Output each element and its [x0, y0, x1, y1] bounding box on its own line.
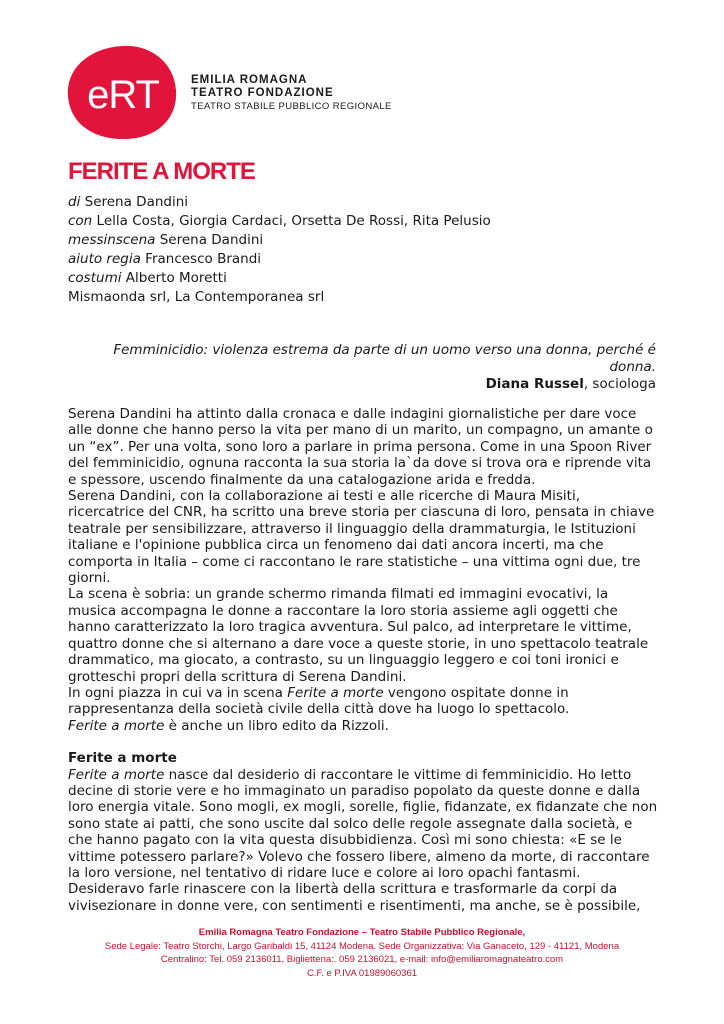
credit-line: con Lella Costa, Giorgia Cardaci, Orsetta De Rossi, Rita Pelusio: [68, 213, 491, 229]
page-footer: [0, 926, 724, 980]
credit-line: messinscena Serena Dandini: [68, 232, 264, 248]
quote-attribution: [100, 376, 656, 393]
organization-name: [191, 74, 392, 113]
footer-line-3: Centralino: Tel. 059 2136011, Biglietteria:. 059 2136021, e-mail: info@emiliaromagnateatro.com: [160, 954, 564, 965]
credit-line: Mismaonda srl, La Contemporanea srl: [68, 289, 325, 305]
article-body: [68, 406, 658, 914]
quote-author-role: , sociologa: [583, 376, 656, 392]
org-line-2: TEATRO FONDAZIONE: [191, 87, 334, 99]
credit-line: aiuto regia Francesco Brandi: [68, 251, 262, 267]
footer-line-1: Emilia Romagna Teatro Fondazione – Teatro Stabile Pubblico Regionale,: [198, 927, 526, 938]
section-heading: Ferite a morte: [68, 750, 177, 767]
ert-logo: [66, 44, 178, 140]
paragraph: Ferite a morte è anche un libro edito da Rizzoli.: [68, 717, 389, 734]
quote-line-2: donna.: [609, 359, 656, 375]
logo-text: eRT: [87, 73, 159, 117]
credits: [68, 193, 491, 307]
paragraph: Serena Dandini ha attinto dalla cronaca e dalle indagini giornalistiche per dare voce alle donne che hanno perso la vita per mano di un marito, un compagno, un amante o un “ex”. Per una volta, sono loro a parlare in prima persona. Come in una Spoon River del femminicidio, ognuna racconta la sua storia la`da dove si trova ora e riprende vita e spessore, uscendo finalmente da una catalogazione arida e fredda.: [68, 406, 653, 488]
quote-author: Diana Russel: [485, 376, 584, 392]
paragraph: La scena è sobria: un grande schermo rimanda filmati ed immagini evocativi, la musica accompagna le donne a raccontare la loro storia assieme agli oggetti che hanno caratterizzato la loro tragica avventura. Sul palco, ad interpretare le vittime, quattro donne che si alternano a dare voce a queste storie, in uno spettacolo teatrale drammatico, ma giocato, a contrasto, su un linguaggio leggero e coi toni ironici e grotteschi propri della scrittura di Serena Dandini.: [68, 586, 649, 685]
footer-line-4: C.F. e P.IVA 01989060361: [306, 967, 418, 979]
paragraph: Serena Dandini, con la collaborazione ai testi e alle ricerche di Maura Misiti, ricercatrice del CNR, ha scritto una breve storia per ciascuna di loro, pensata in chiave teatrale per sensibilizzare, attraverso il linguaggio della drammaturgia, le Istituzioni italiane e l'opinione pubblica circa un fenomeno dai dati ancora incerti, ma che comporta in Italia – come ci raccontano le rare statistiche – una vittima ogni due, tre giorni.: [68, 488, 655, 587]
paragraph: Ferite a morte nasce dal desiderio di raccontare le vittime di femminicidio. Ho letto decine di storie vere e ho immaginato un paradiso popolato da queste donne e dalla loro energia vitale. Sono mogli, ex mogli, sorelle, figlie, fidanzate, ex fidanzate che non sono state ai patti, che sono uscite dal solco delle regole assegnate dalla società, e che hanno pagato con la vita questa disubbidienza. Così mi sono chiesta: «E se le vittime potessero parlare?» Volevo che fossero libere, almeno da morte, di raccontare la loro versione, nel tentativo di ridare luce e colore ai loro opachi fantasmi. Desideravo farle rinascere con la libertà della scrittura e trasformarle da corpi da vivisezionare in donne vere, con sentimenti e risentimenti, ma anche, se è possibile,: [68, 766, 658, 914]
org-line-3: TEATRO STABILE PUBBLICO REGIONALE: [191, 101, 392, 112]
page-title: FERITE A MORTE: [68, 158, 255, 185]
credit-line: costumi Alberto Moretti: [68, 270, 227, 286]
org-line-1: EMILIA ROMAGNA: [191, 74, 308, 86]
footer-line-2: Sede Legale: Teatro Storchi, Largo Garibaldi 15, 41124 Modena. Sede Organizzativa: Via Ganaceto, 129 - 41121, Modena: [104, 940, 620, 952]
quote-line-1: Femminicidio: violenza estrema da parte di un uomo verso una donna, perché é: [113, 342, 656, 358]
epigraph-quote: [100, 342, 656, 393]
paragraph: In ogni piazza in cui va in scena Ferite a morte vengono ospitate donne in rappresentanza della società civile della città dove ha luogo lo spettacolo.: [68, 684, 570, 718]
credit-line: di Serena Dandini: [68, 194, 189, 210]
